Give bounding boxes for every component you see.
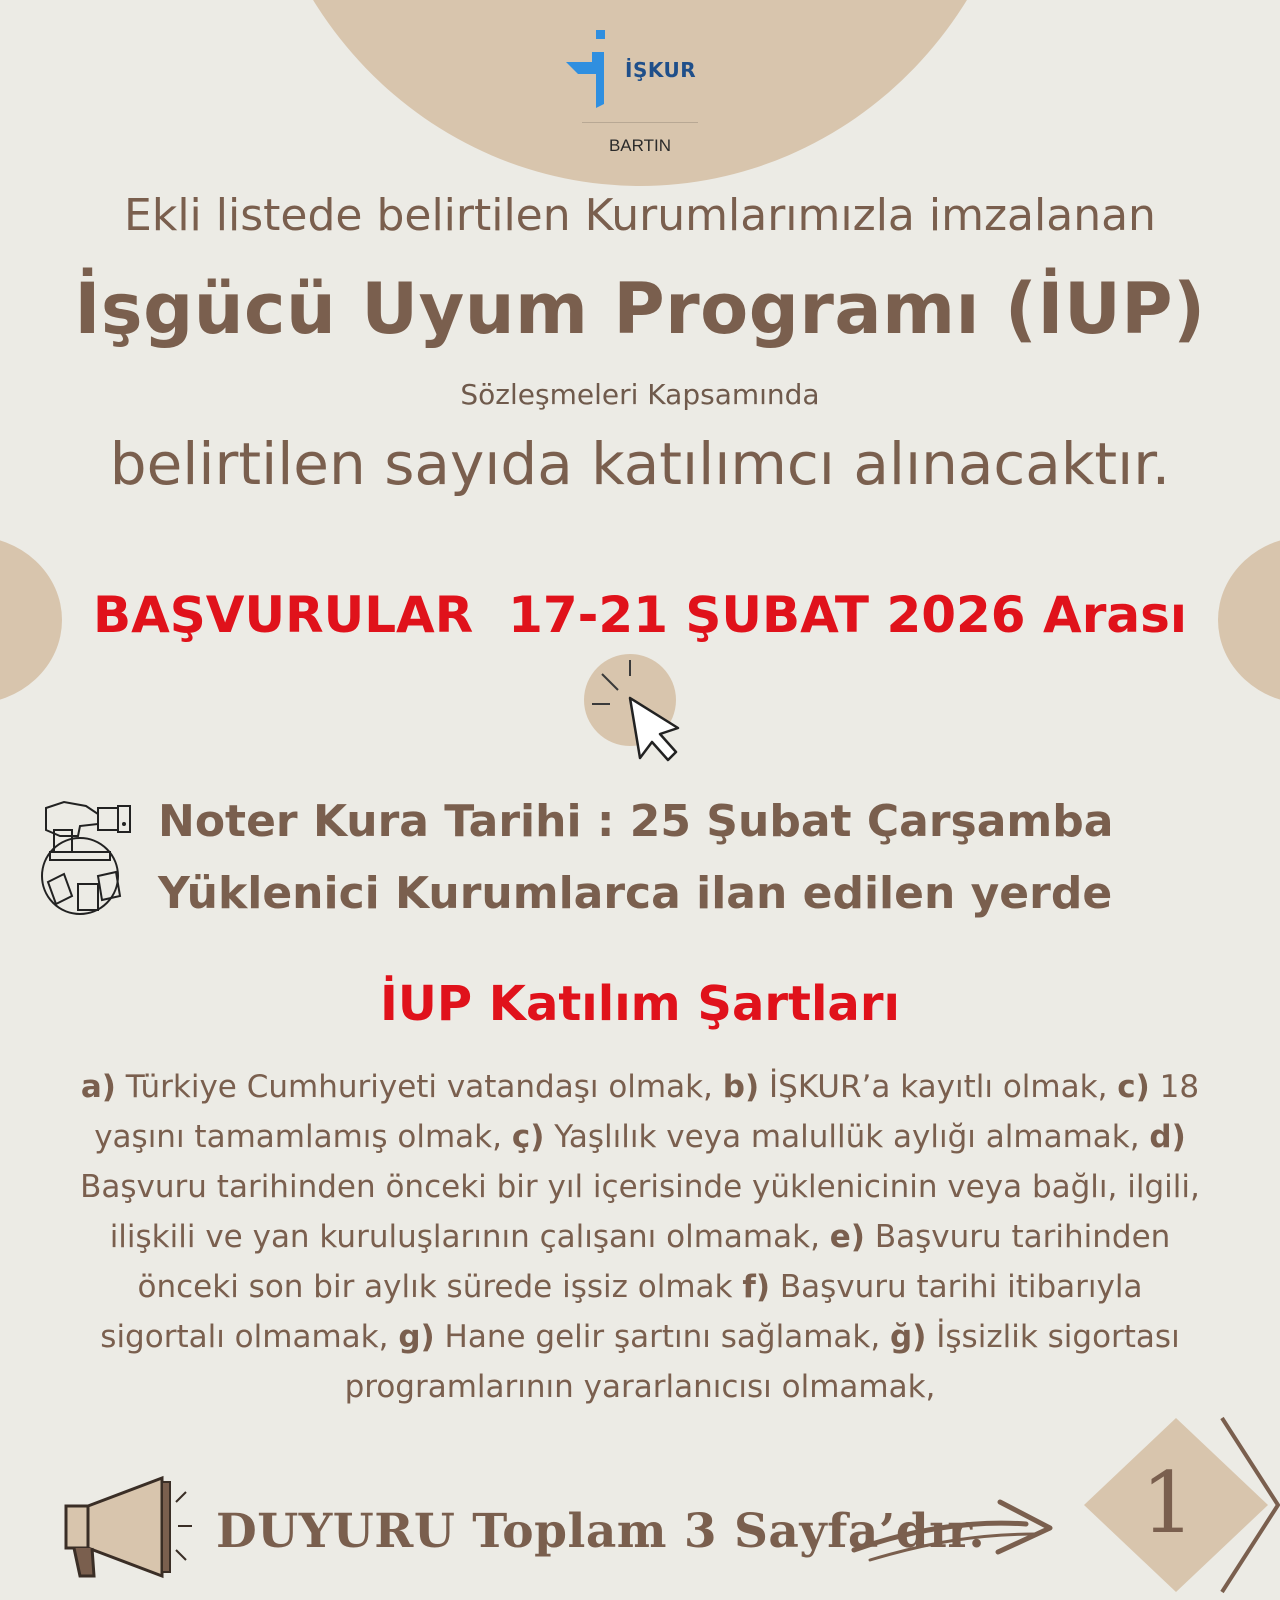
logo-divider: [582, 122, 698, 123]
condition-letter: c): [1117, 1069, 1150, 1105]
logo-city: BARTIN: [608, 136, 672, 155]
cursor-click-icon: [580, 654, 710, 774]
condition-text: Yaşlılık veya malullük aylığı almamak,: [544, 1119, 1150, 1155]
condition-text: Türkiye Cumhuriyeti vatandaşı olmak,: [115, 1069, 723, 1105]
condition-letter: a): [80, 1069, 116, 1105]
arrow-right-icon: [850, 1490, 1080, 1580]
megaphone-icon: [58, 1472, 218, 1582]
condition-text: İŞKUR’a kayıtlı olmak,: [759, 1069, 1118, 1105]
condition-text: Başvuru tarihinden önceki son bir aylık sürede işsiz olmak: [137, 1219, 1171, 1305]
draw-place: Yüklenici Kurumlarca ilan edilen yerde: [158, 868, 1113, 919]
condition-text: İşsizlik sigortası programlarının yararlanıcısı olmamak,: [344, 1319, 1180, 1405]
intro-line: Ekli listede belirtilen Kurumlarımızla imzalanan: [124, 190, 1156, 241]
condition-text: 18 yaşını tamamlamış olmak,: [94, 1069, 1200, 1155]
condition-letter: g): [398, 1319, 435, 1355]
condition-letter: ç): [511, 1119, 545, 1155]
conditions-list: [78, 1062, 1202, 1412]
intro-subline: Sözleşmeleri Kapsamında: [460, 378, 820, 411]
headline: İşgücü Uyum Programı (İUP): [74, 268, 1206, 350]
page-number: 1: [1141, 1454, 1195, 1552]
application-dates: BAŞVURULAR 17-21 ŞUBAT 2026 Arası: [92, 586, 1188, 644]
condition-letter: f): [742, 1269, 770, 1305]
footer-note: DUYURU Toplam 3 Sayfa’dır.: [216, 1504, 986, 1559]
logo-text: İŞKUR: [625, 58, 697, 82]
conditions-title: İUP Katılım Şartları: [380, 976, 900, 1032]
condition-letter: b): [722, 1069, 760, 1105]
condition-letter: d): [1149, 1119, 1186, 1155]
draw-date: Noter Kura Tarihi : 25 Şubat Çarşamba: [158, 796, 1114, 847]
intro-closing: belirtilen sayıda katılımcı alınacaktır.: [109, 430, 1171, 498]
condition-letter: e): [829, 1219, 865, 1255]
condition-text: Hane gelir şartını sağlamak,: [434, 1319, 891, 1355]
condition-letter: ğ): [890, 1319, 927, 1355]
condition-text: Başvuru tarihinden önceki bir yıl içerisinde yüklenicinin veya bağlı, ilgili, ilişkili ve yan kuruluşlarının çalışanı olmamak,: [80, 1169, 1200, 1255]
condition-text: Başvuru tarihi itibarıyla sigortalı olmamak,: [100, 1269, 1143, 1355]
ballot-box-icon: [24, 800, 140, 920]
